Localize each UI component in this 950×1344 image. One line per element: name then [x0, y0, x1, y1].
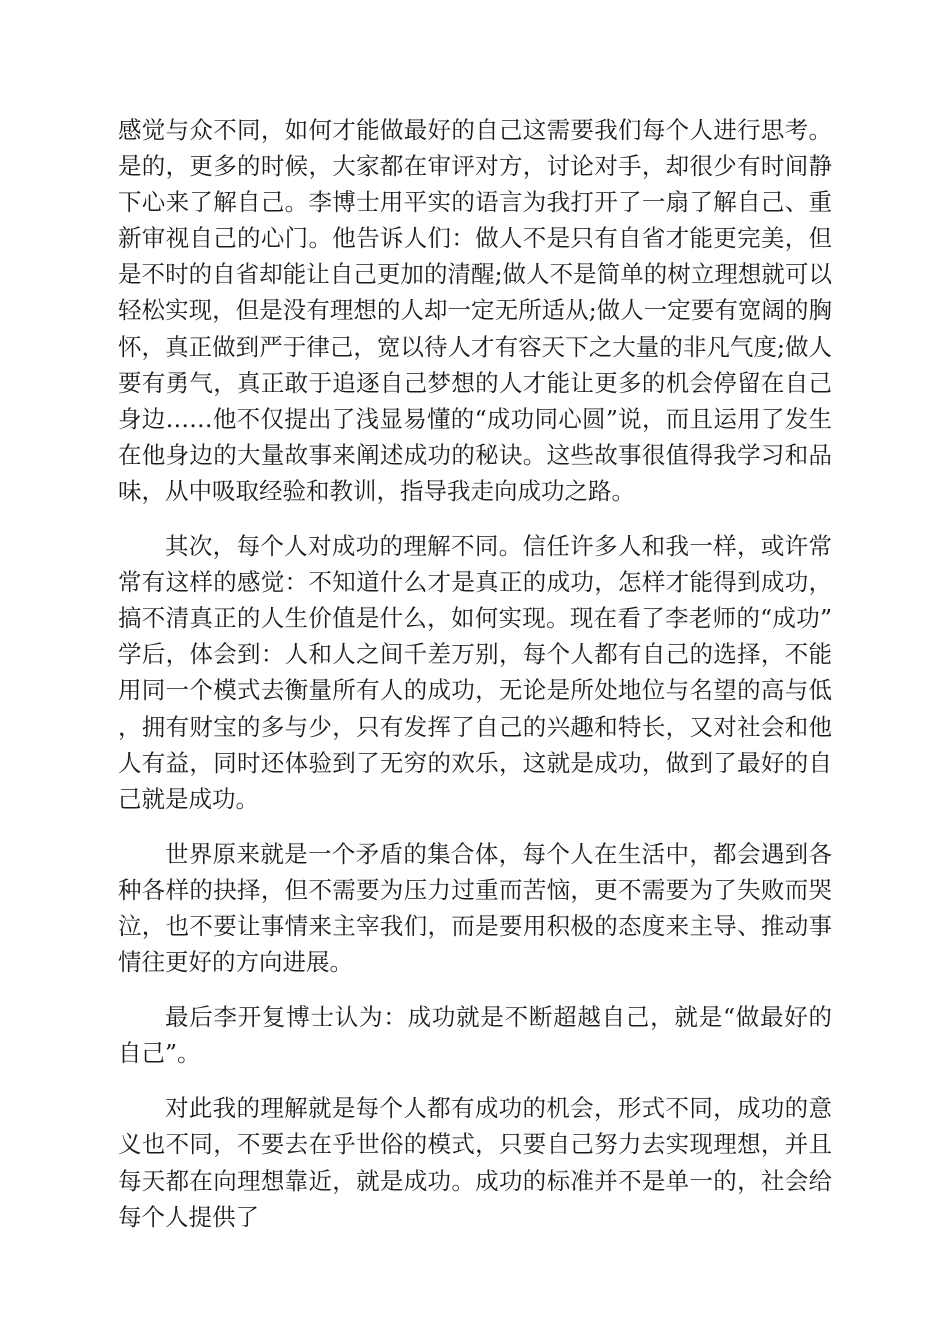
paragraph-3: 世界原来就是一个矛盾的集合体，每个人在生活中，都会遇到各种各样的抉择，但不需要为压力过重而苦恼，更不需要为了失败而哭泣，也不要让事情来主宰我们，而是要用积极的态度来主导、推动事情往更好的方向进展。 [118, 839, 832, 977]
paragraph-1: 感觉与众不同，如何才能做最好的自己这需要我们每个人进行思考。是的，更多的时候，大家都在审评对方，讨论对手，却很少有时间静下心来了解自己。李博士用平实的语言为我打开了一扇了解自己、重新审视自己的心门。他告诉人们：做人不是只有自省才能更完美，但是不时的自省却能让自己更加的清醒;做人不是简单的树立理想就可以轻松实现，但是没有理想的人却一定无所适从;做人一定要有宽阔的胸怀，真正做到严于律己，宽以待人才有容天下之大量的非凡气度;做人要有勇气，真正敢于追逐自己梦想的人才能让更多的机会停留在自己身边……他不仅提出了浅显易懂的“成功同心圆”说，而且运用了发生在他身边的大量故事来阐述成功的秘诀。这些故事很值得我学习和品味，从中吸取经验和教训，指导我走向成功之路。 [118, 116, 832, 505]
document-body [118, 112, 832, 1235]
paragraph-4: 最后李开复博士认为：成功就是不断超越自己，就是“做最好的自己”。 [118, 1003, 832, 1068]
paragraph-2: 其次，每个人对成功的理解不同。信任许多人和我一样，或许常常有这样的感觉：不知道什么才是真正的成功，怎样才能得到成功，搞不清真正的人生价值是什么，如何实现。现在看了李老师的“成功”学后，体会到：人和人之间千差万别，每个人都有自己的选择，不能用同一个模式去衡量所有人的成功，无论是所处地位与名望的高与低，拥有财宝的多与少，只有发挥了自己的兴趣和特长，又对社会和他人有益，同时还体验到了无穷的欢乐，这就是成功，做到了最好的自己就是成功。 [118, 532, 832, 813]
paragraph-5: 对此我的理解就是每个人都有成功的机会，形式不同，成功的意义也不同，不要去在乎世俗的模式，只要自己努力去实现理想，并且每天都在向理想靠近，就是成功。成功的标准并不是单一的，社会给每个人提供了 [118, 1094, 832, 1231]
